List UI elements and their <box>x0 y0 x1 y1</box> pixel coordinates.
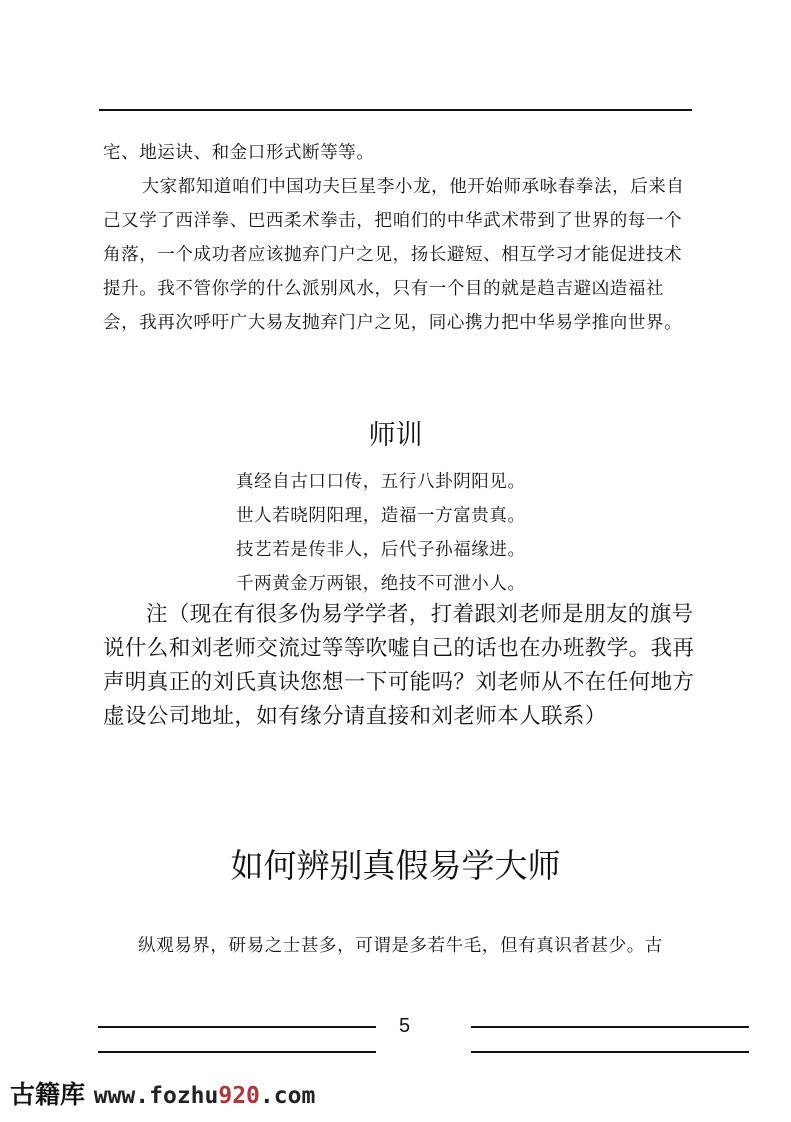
watermark-site-prefix: www.fozhu <box>93 1083 219 1109</box>
header-rule <box>99 109 692 111</box>
page-number: 5 <box>399 1015 411 1037</box>
watermark-site-number: 920 <box>218 1083 260 1109</box>
poem <box>236 465 526 601</box>
poem-line: 真经自古口口传，五行八卦阴阳见。 <box>236 472 526 492</box>
footer-rule-right-bottom <box>471 1051 749 1053</box>
watermark-cn: 古籍库 <box>10 1080 86 1109</box>
section-title: 师训 <box>368 420 423 451</box>
footer-rule-left-top <box>98 1026 376 1028</box>
note-paragraph: 注（现在有很多伪易学学者，打着跟刘老师是朋友的旗号说什么和刘老师交流过等等吹嘘自己的话也在办班教学。我再声明真正的刘氏真诀您想一下可能吗？刘老师从不在任何地方虚设公司地址，如有缘分请直接和刘老师本人联系） <box>103 602 695 729</box>
paragraph-main: 大家都知道咱们中国功夫巨星李小龙，他开始师承咏春拳法，后来自己又学了西洋拳、巴西柔术拳击，把咱们的中华武术带到了世界的每一个角落，一个成功者应该抛弃门户之见，扬长避短、相互学习才能促进技术提升。我不管你学的什么派别风水，只有一个目的就是趋吉避凶造福社会，我再次呼吁广大易友抛弃门户之见，同心携力把中华易学推向世界。 <box>103 177 685 333</box>
watermark <box>10 1078 321 1112</box>
poem-line: 世人若晓阴阳理，造福一方富贵真。 <box>236 506 526 526</box>
paragraph-bottom: 纵观易界，研易之士甚多，可谓是多若牛毛，但有真识者甚少。古 <box>138 936 663 956</box>
poem-line: 千两黄金万两银，绝技不可泄小人。 <box>236 574 526 594</box>
page-heading: 如何辨别真假易学大师 <box>230 846 561 885</box>
watermark-site <box>94 1083 316 1109</box>
watermark-site-suffix: .com <box>259 1083 316 1109</box>
poem-line: 技艺若是传非人，后代子孙福缘进。 <box>236 540 526 560</box>
paragraph-top: 宅、地运诀、和金口形式断等等。 <box>103 143 375 163</box>
footer-rule-left-bottom <box>98 1051 376 1053</box>
footer-rule-right-top <box>471 1026 749 1028</box>
